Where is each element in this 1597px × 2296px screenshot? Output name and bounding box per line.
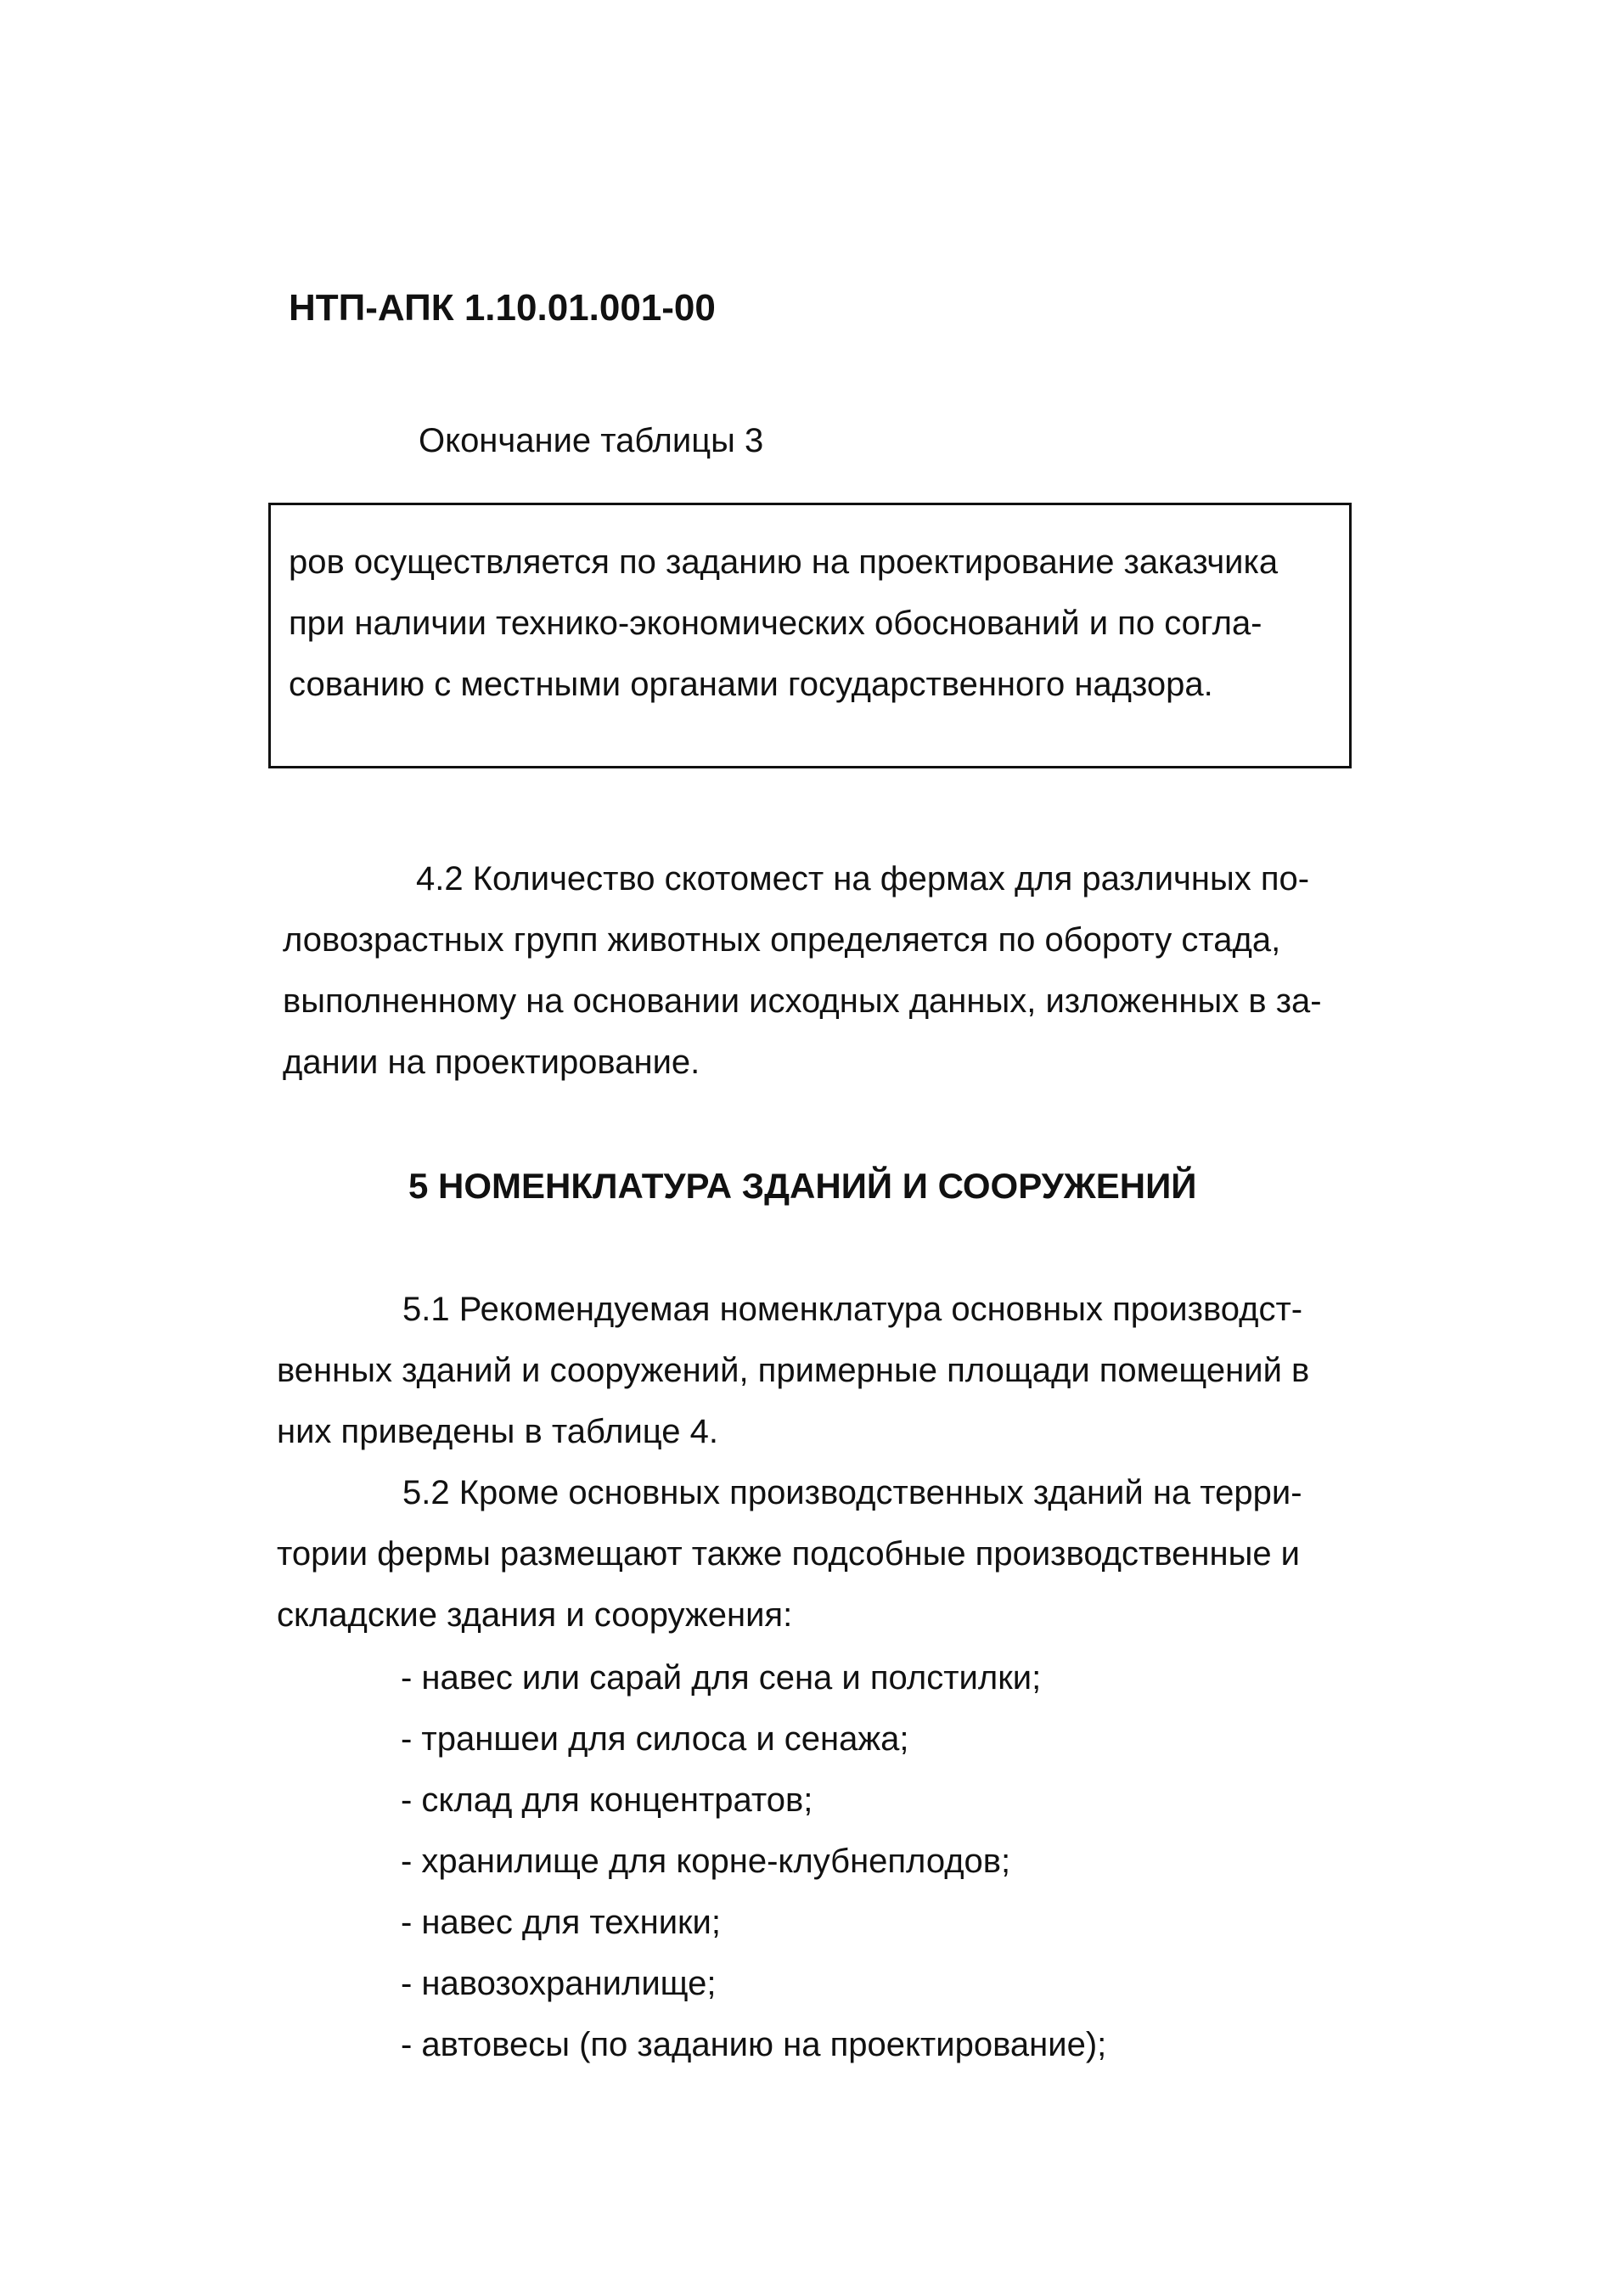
list-item: - навозохранилище; [401,1965,717,2002]
table-cell-line: ров осуществляется по заданию на проектирование заказчика [289,543,1279,581]
paragraph-5-1-line: них приведены в таблице 4. [277,1413,718,1450]
table-cell-line: сованию с местными органами государственного надзора. [289,666,1213,703]
paragraph-5-1-line: венных зданий и сооружений, примерные площади помещений в [277,1352,1310,1389]
list-item: - автовесы (по заданию на проектирование); [401,2026,1107,2063]
document-code: НТП-АПК 1.10.01.001-00 [289,287,716,329]
list-item: - навес или сарай для сена и полстилки; [401,1659,1042,1697]
list-item: - навес для техники; [401,1904,722,1941]
paragraph-5-2-line: 5.2 Кроме основных производственных зданий на терри- [402,1474,1302,1511]
table-cell-line: при наличии технико-экономических обоснований и по согла- [289,605,1262,642]
list-item: - хранилище для корне-клубнеплодов; [401,1843,1011,1880]
list-item: - склад для концентратов; [401,1781,813,1819]
paragraph-4-2-line: выполненному на основании исходных данных, изложенных в за- [283,982,1322,1020]
paragraph-5-2-line: складские здания и сооружения: [277,1596,793,1634]
list-item: - траншеи для силоса и сенажа; [401,1720,909,1758]
paragraph-5-2-line: тории фермы размещают также подсобные производственные и [277,1535,1301,1573]
paragraph-4-2-line: ловозрастных групп животных определяется по обороту стада, [283,921,1281,959]
table-caption: Окончание таблицы 3 [419,422,764,459]
section-heading: 5 НОМЕНКЛАТУРА ЗДАНИЙ И СООРУЖЕНИЙ [408,1166,1197,1206]
paragraph-4-2-line: 4.2 Количество скотомест на фермах для различных по- [416,860,1310,898]
paragraph-4-2-line: дании на проектирование. [283,1044,700,1081]
paragraph-5-1-line: 5.1 Рекомендуемая номенклатура основных производст- [402,1291,1303,1328]
